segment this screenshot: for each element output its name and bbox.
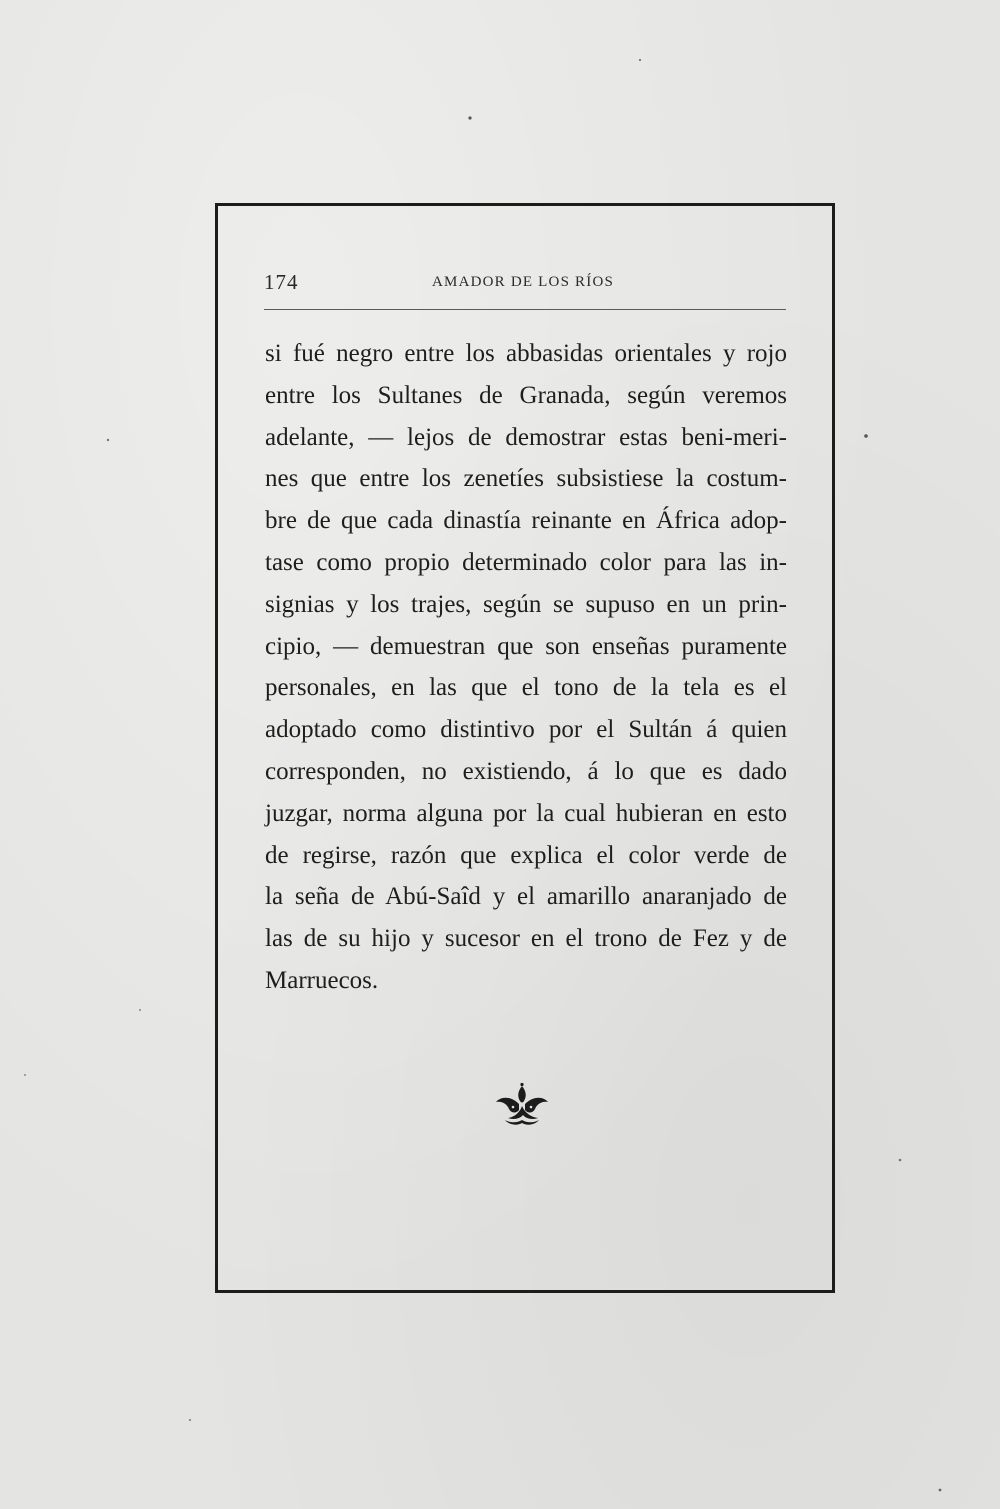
text-line: adelante, — lejos de demostrar estas beni-meri- (265, 423, 787, 451)
text-line: la seña de Abú-Saîd y el amarillo anaranjado de (265, 883, 787, 911)
text-line: tase como propio determinado color para las in- (265, 548, 787, 576)
text-line: cipio, — demuestran que son enseñas puramente (265, 632, 787, 660)
header-rule (264, 309, 786, 310)
text-line: si fué negro entre los abbasidas orientales y rojo (265, 340, 787, 367)
text-line: nes que entre los zenetíes subsistiese la costum- (265, 465, 787, 493)
text-line: personales, en las que el tono de la tela es el (265, 674, 787, 702)
text-line: signias y los trajes, según se supuso en un prin- (265, 590, 787, 618)
body-paragraph (265, 333, 787, 1002)
text-line: corresponden, no existiendo, á lo que es dado (265, 757, 787, 785)
text-line: bre de que cada dinastía reinante en África adop- (265, 507, 787, 535)
text-line: de regirse, razón que explica el color verde de (265, 841, 787, 869)
running-head (264, 270, 786, 300)
text-line: entre los Sultanes de Granada, según veremos (265, 381, 787, 409)
text-line: las de su hijo y sucesor en el trono de Fez y de (265, 925, 787, 953)
text-line: adoptado como distintivo por el Sultán á quien (265, 716, 787, 744)
text-line: juzgar, norma alguna por la cual hubieran en esto (265, 799, 787, 827)
text-line: Marruecos. (265, 966, 379, 994)
page-number: 174 (264, 270, 299, 294)
floral-fleuron-icon (493, 1082, 551, 1128)
running-title: AMADOR DE LOS RÍOS (432, 274, 615, 290)
